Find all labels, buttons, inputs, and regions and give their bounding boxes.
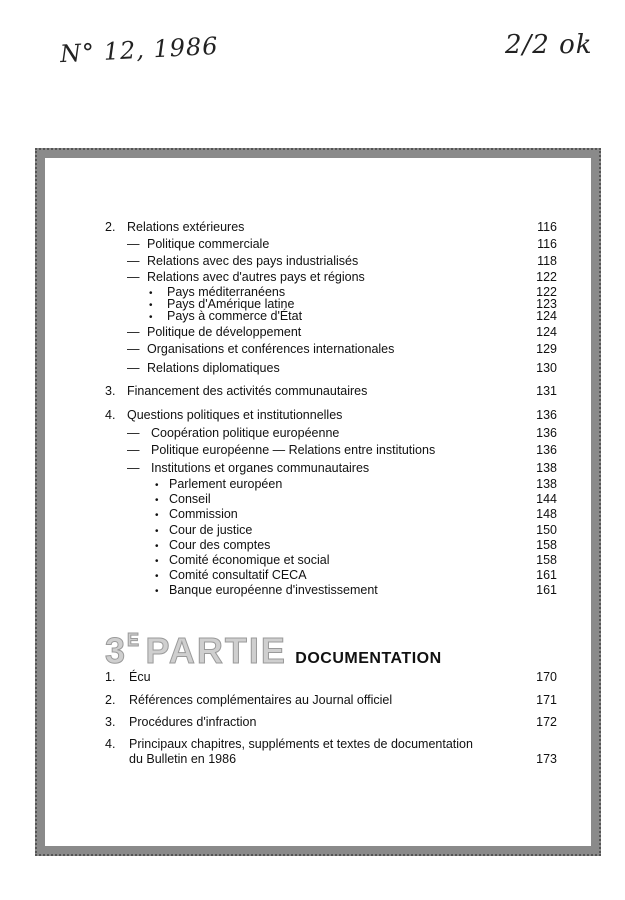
entry-label: Cour des comptes	[169, 538, 271, 552]
page-number: 124	[536, 325, 557, 339]
entry-number: 3.	[105, 384, 116, 398]
dash-marker: —	[127, 254, 140, 268]
entry-label: Questions politiques et institutionnelles	[127, 408, 343, 422]
part-number-superscript: E	[127, 630, 142, 650]
entry-label-line: Écu	[129, 670, 151, 684]
page-number: 161	[536, 583, 557, 597]
page-number: 150	[536, 523, 557, 537]
entry-number: 2.	[105, 220, 116, 234]
bullet-marker: •	[155, 571, 159, 582]
entry-label: Parlement européen	[169, 477, 283, 491]
entry-label: Commission	[169, 507, 238, 521]
entry-label: Conseil	[169, 492, 211, 506]
page-number: 129	[536, 342, 557, 356]
toc-frame	[35, 148, 601, 856]
part-subtitle: DOCUMENTATION	[295, 650, 442, 667]
entry-label	[129, 715, 256, 730]
page-number: 161	[536, 568, 557, 582]
handwritten-issue-number: N° 12, 1986	[59, 31, 220, 69]
entry-label-line: du Bulletin en 1986	[129, 752, 237, 766]
dash-marker: —	[127, 237, 140, 251]
bullet-marker: •	[155, 556, 159, 567]
dash-marker: —	[127, 426, 140, 440]
part-number: 3	[105, 630, 128, 671]
page-number: 116	[537, 220, 557, 234]
page-number: 170	[536, 670, 557, 684]
entry-label	[129, 670, 151, 685]
page-number: 171	[536, 693, 557, 707]
entry-label: Politique commerciale	[147, 237, 270, 251]
page-number: 124	[536, 309, 557, 323]
page-number: 136	[536, 426, 557, 440]
entry-label: Relations avec d'autres pays et régions	[147, 270, 365, 284]
entry-label-line: Références complémentaires au Journal officiel	[129, 693, 393, 707]
dash-marker: —	[127, 361, 140, 375]
page-number: 148	[536, 507, 557, 521]
bullet-marker: •	[155, 510, 159, 521]
entry-label: Comité économique et social	[169, 553, 330, 567]
bullet-marker: •	[155, 495, 159, 506]
bullet-marker: •	[155, 586, 159, 597]
entry-label: Relations avec des pays industrialisés	[147, 254, 359, 268]
entry-label: Institutions et organes communautaires	[151, 461, 370, 475]
entry-number: 3.	[105, 715, 116, 729]
page-number: 118	[537, 254, 557, 268]
page-number: 116	[537, 237, 557, 251]
handwritten-page-mark: 2/2 ok	[505, 30, 593, 60]
dash-marker: —	[127, 461, 140, 475]
entry-label: Cour de justice	[169, 523, 253, 537]
page-number: 136	[536, 443, 557, 457]
entry-number: 1.	[105, 670, 116, 684]
bullet-marker: •	[155, 526, 159, 537]
page-number: 158	[536, 553, 557, 567]
page-number: 138	[536, 477, 557, 491]
bullet-marker: •	[155, 480, 159, 491]
page-number: 144	[536, 492, 557, 506]
entry-label: Politique de développement	[147, 325, 302, 339]
page-number: 172	[536, 715, 557, 729]
entry-number: 2.	[105, 693, 116, 707]
entry-number: 4.	[105, 408, 116, 422]
dash-marker: —	[127, 325, 140, 339]
page-number: 136	[536, 408, 557, 422]
part-3-heading	[105, 630, 442, 672]
bullet-marker: •	[149, 312, 153, 323]
page-number: 173	[536, 752, 557, 766]
page-number: 158	[536, 538, 557, 552]
page-number: 130	[536, 361, 557, 375]
bullet-marker: •	[149, 300, 153, 311]
dash-marker: —	[127, 443, 140, 457]
entry-label-line: Principaux chapitres, suppléments et textes de documentation	[129, 737, 473, 751]
dash-marker: —	[127, 270, 140, 284]
bullet-marker: •	[149, 288, 153, 299]
entry-label	[129, 693, 392, 708]
page-number: 138	[536, 461, 557, 475]
entry-label: Banque européenne d'investissement	[169, 583, 378, 597]
entry-label: Politique européenne — Relations entre institutions	[151, 443, 436, 457]
part-word: PARTIE	[145, 630, 287, 671]
entry-label-line: Procédures d'infraction	[129, 715, 257, 729]
entry-label: Relations extérieures	[127, 220, 245, 234]
dash-marker: —	[127, 342, 140, 356]
page-number: 122	[536, 285, 557, 299]
entry-label: Relations diplomatiques	[147, 361, 280, 375]
entry-label: Coopération politique européenne	[151, 426, 340, 440]
entry-label: Pays méditerranéens	[167, 285, 286, 299]
entry-label: Organisations et conférences internationales	[147, 342, 395, 356]
page-number: 131	[536, 384, 557, 398]
entry-label: Financement des activités communautaires	[127, 384, 368, 398]
page-number: 123	[536, 297, 557, 311]
entry-label: Pays à commerce d'État	[167, 309, 303, 323]
entry-label	[129, 737, 473, 767]
bullet-marker: •	[155, 541, 159, 552]
entry-label: Pays d'Amérique latine	[167, 297, 295, 311]
page-number: 122	[536, 270, 557, 284]
entry-label: Comité consultatif CECA	[169, 568, 307, 582]
entry-number: 4.	[105, 737, 116, 751]
